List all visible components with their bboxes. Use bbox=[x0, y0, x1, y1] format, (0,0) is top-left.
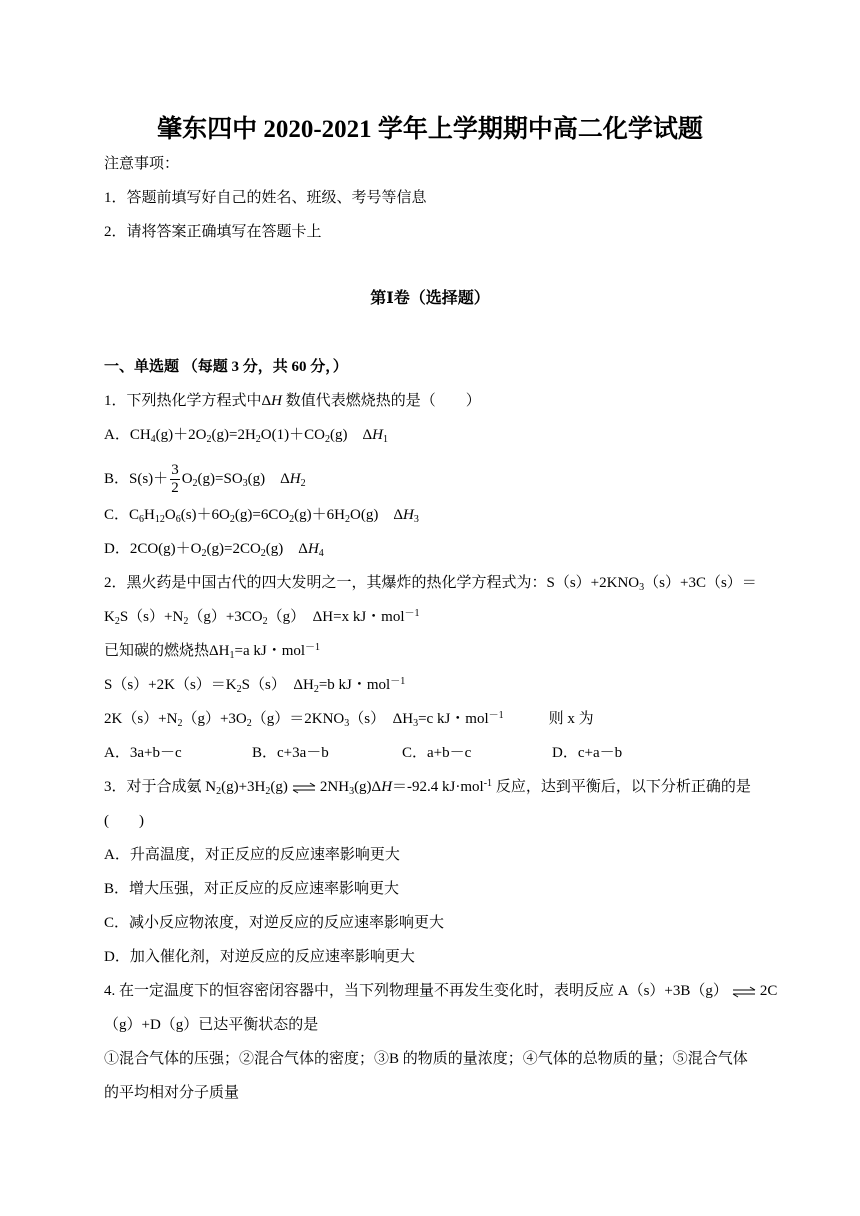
q2-option-c: C．a+b－c bbox=[402, 745, 472, 761]
q1-option-b: B．S(s)＋ $\frac{3}{2}$ $O_2(g)=SO_3(g)$ $\Delta H_2$ bbox=[104, 462, 306, 496]
q2-line-1: 2．黑火药是中国古代的四大发明之一，其爆炸的热化学方程式为：$S(s)+2KNO_3(s)+3C(s)=$ bbox=[104, 575, 757, 593]
fraction-denominator: 2 bbox=[171, 480, 179, 496]
q3-option-d: D．加入催化剂，对逆反应的反应速率影响更大 bbox=[104, 949, 415, 965]
q3-option-b: B．增大压强，对正反应的反应速率影响更大 bbox=[104, 881, 400, 897]
note-item-1: 1．答题前填写好自己的姓名、班级、考号等信息 bbox=[104, 190, 427, 206]
page-title bbox=[0, 114, 860, 145]
q1-option-a: A．$CH_4(g)+2O_2(g)=2H_2O(1)+CO_2(g)$ $\Delta H_1$ bbox=[104, 427, 388, 445]
q4-line-3: ①混合气体的压强；②混合气体的密度；③B 的物质的量浓度；④气体的总物质的量；⑤混合气体 bbox=[104, 1051, 748, 1067]
q1-option-c: C．$C_6H_{12}O_6(s)+6O_2(g)=6CO_2(g)+6H_2O(g)$ $\Delta H_3$ bbox=[104, 507, 419, 525]
title-school: 肇东四中 bbox=[157, 114, 258, 143]
equilibrium-arrow-icon bbox=[292, 782, 316, 794]
q1-stem-b: 数值代表燃烧热的是（ ） bbox=[282, 393, 481, 409]
q4-line-4: 的平均相对分子质量 bbox=[104, 1085, 240, 1101]
q1-option-d: D．$2CO(g)+O_2(g)=2CO_2(g)$ $\Delta H_4$ bbox=[104, 541, 324, 559]
part-heading: 一、单选题 （每题 3 分，共 60 分，） bbox=[104, 359, 348, 375]
fraction-numerator: 3 bbox=[171, 462, 179, 478]
q1-stem-a: 1．下列热化学方程式中Δ bbox=[104, 393, 272, 409]
q4-line-1: 4. 在一定温度下的恒容密闭容器中，当下列物理量不再发生变化时，表明反应 A（s）+3B（g） 2C bbox=[104, 983, 778, 999]
q3-line-1: 3．对于合成氨 $N_2(g)+3H_2(g)$ $2NH_3(g)\Delta H=-92.4$ kJ·mol$^{-1}$ 反应，达到平衡后，以下分析正确的是 bbox=[104, 778, 751, 797]
section-title: 第Ⅰ卷（选择题） bbox=[370, 290, 490, 307]
q2-option-d: D．c+a－b bbox=[552, 745, 623, 761]
equilibrium-arrow-icon bbox=[732, 986, 756, 998]
fraction-three-halves bbox=[170, 462, 180, 497]
q2-option-a: A．3a+b－c bbox=[104, 745, 182, 761]
q3-line-2: ( ) bbox=[104, 813, 144, 829]
q2-line-4: $S(s)+2K(s)=K_2S(s)$ $\Delta H_2=b$ kJ・mol$^{-1}$ bbox=[104, 676, 406, 695]
q3-option-a: A．升高温度，对正反应的反应速率影响更大 bbox=[104, 847, 400, 863]
title-rest: 2020-2021 学年上学期期中高二化学试题 bbox=[257, 116, 703, 143]
q2-line-2: $K_2S(s)+N_2(g)+3CO_2(g)$ ΔH=x kJ・mol$^{-1}$ bbox=[104, 608, 420, 627]
q3-option-c: C．减小反应物浓度，对逆反应的反应速率影响更大 bbox=[104, 915, 445, 931]
question-1-stem bbox=[104, 391, 481, 411]
q2-option-b: B．c+3a－b bbox=[252, 745, 329, 761]
notes-heading: 注意事项： bbox=[104, 156, 180, 172]
q1-stem-var: H bbox=[271, 393, 282, 409]
q2-line-5: $2K(s)+N_2(g)+3O_2(g)=2KNO_3(s)$ $\Delta H_3=c$ kJ・mol$^{-1}$ 则 x 为 bbox=[104, 710, 594, 729]
q4-line-2: （g）+D（g）已达平衡状态的是 bbox=[104, 1017, 319, 1033]
note-item-2: 2．请将答案正确填写在答题卡上 bbox=[104, 224, 322, 240]
q2-line-3: 已知碳的燃烧热$\Delta H_1=a$ kJ・mol$^{-1}$ bbox=[104, 642, 321, 661]
